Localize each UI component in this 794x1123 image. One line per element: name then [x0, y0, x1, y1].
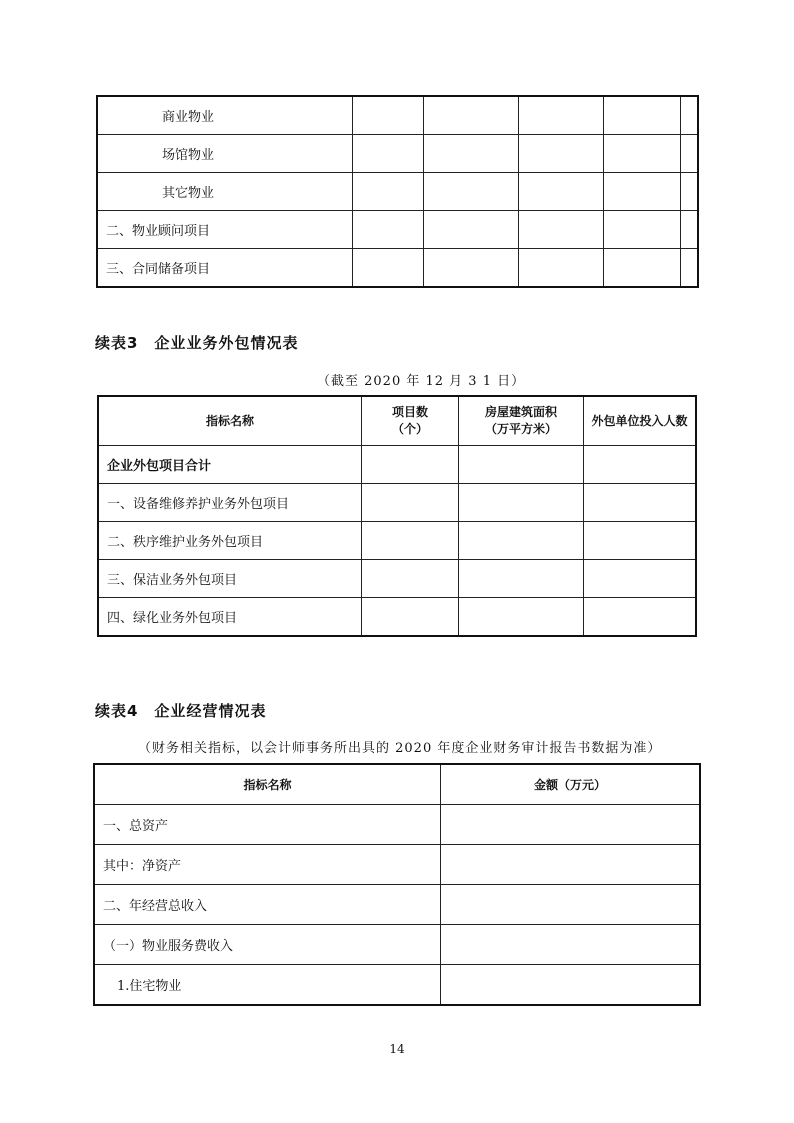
table-row [97, 211, 698, 249]
header-area: 房屋建筑面积 （万平方米） [459, 396, 584, 446]
table-row [94, 805, 700, 845]
row-label: 三、保洁业务外包项目 [98, 560, 362, 598]
table-header-row [98, 396, 696, 446]
table-row [98, 446, 696, 484]
table-row [94, 965, 700, 1006]
header-units: 外包单位投入人数 [584, 396, 697, 446]
row-label: （一）物业服务费收入 [94, 925, 441, 965]
row-label: 1.住宅物业 [94, 965, 441, 1006]
row-label: 二、年经营总收入 [94, 885, 441, 925]
table-row [98, 598, 696, 637]
header-count: 项目数 （个） [362, 396, 459, 446]
table-row [94, 845, 700, 885]
header-name: 指标名称 [94, 764, 441, 805]
table-header-row [94, 764, 700, 805]
row-label: 企业外包项目合计 [98, 446, 362, 484]
row-label: 二、秩序维护业务外包项目 [98, 522, 362, 560]
table-row [97, 173, 698, 211]
row-label: 三、合同储备项目 [97, 249, 353, 288]
header-amount: 金额（万元） [441, 764, 701, 805]
table-row [97, 135, 698, 173]
row-label: 二、物业顾问项目 [97, 211, 353, 249]
row-label: 其中：净资产 [94, 845, 441, 885]
table3-note: （截至 2020 年 12 月 3 1 日） [317, 374, 526, 389]
table-row [98, 560, 696, 598]
table-continued [96, 95, 699, 288]
row-label: 一、总资产 [94, 805, 441, 845]
table4-note: （财务相关指标，以会计师事务所出具的 2020 年度企业财务审计报告书数据为准） [138, 741, 662, 756]
table3 [97, 395, 697, 637]
row-label: 四、绿化业务外包项目 [98, 598, 362, 637]
table-row [98, 484, 696, 522]
table4-heading: 续表4 企业经营情况表 [95, 702, 267, 720]
table3-heading: 续表3 企业业务外包情况表 [95, 334, 299, 352]
row-label: 商业物业 [97, 96, 353, 135]
header-name: 指标名称 [98, 396, 362, 446]
table4 [93, 763, 701, 1006]
table-row [94, 925, 700, 965]
table-row [97, 96, 698, 135]
row-label: 场馆物业 [97, 135, 353, 173]
page-number: 14 [389, 1042, 405, 1056]
table-row [94, 885, 700, 925]
table-row [97, 249, 698, 288]
row-label: 一、设备维修养护业务外包项目 [98, 484, 362, 522]
table-row [98, 522, 696, 560]
row-label: 其它物业 [97, 173, 353, 211]
